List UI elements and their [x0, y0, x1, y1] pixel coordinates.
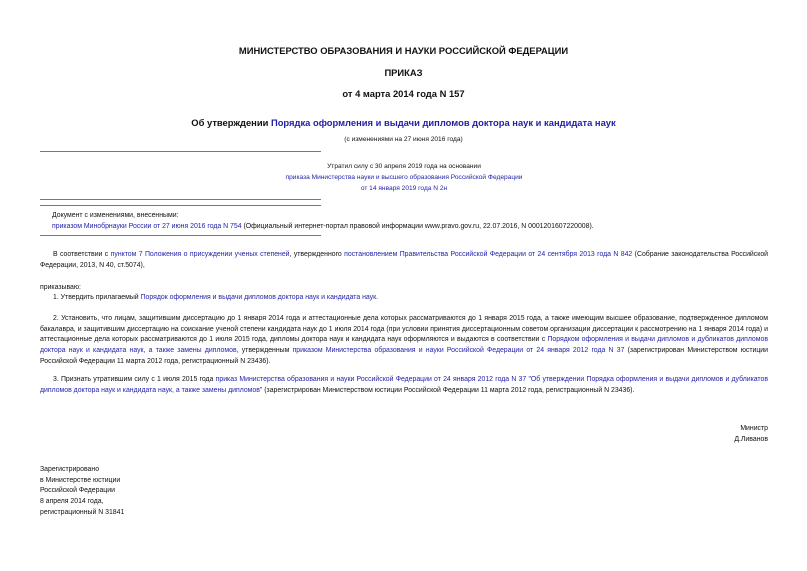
preamble-paragraph — [40, 250, 768, 271]
regulation-point-link[interactable]: пунктом 7 Положения о присуждении ученых степеней — [110, 251, 290, 258]
date-number-heading: от 4 марта 2014 года N 157 — [342, 88, 465, 99]
text: . — [376, 294, 379, 301]
document-title — [0, 117, 807, 128]
repeal-order-date-link[interactable]: от 14 января 2019 года N 2н — [360, 185, 448, 192]
divider — [40, 205, 321, 206]
order-word: приказываю: — [40, 284, 81, 291]
registration-line: 8 апреля 2014 года, — [40, 498, 104, 506]
title-link[interactable]: Порядка оформления и выдачи дипломов доктора наук и кандидата наук — [270, 117, 616, 128]
text: 1. Утвердить прилагаемый — [53, 294, 141, 301]
signature-title: Министр — [740, 425, 768, 432]
text: , утвержденного — [289, 251, 345, 258]
divider — [40, 151, 321, 152]
text: (зарегистрирован Министерством юстиции Российской Федерации 11 марта 2012 года, регистрационный N 23436). — [262, 386, 635, 394]
registration-line: регистрационный N 31841 — [40, 508, 125, 516]
doc-type-heading: ПРИКАЗ — [384, 67, 423, 78]
procedure-link[interactable]: Порядок оформления и выдачи дипломов доктора наук и кандидата наук — [140, 294, 377, 301]
divider — [40, 235, 321, 236]
registration-line: Российской Федерации — [40, 487, 115, 495]
signature-name: Д.Ливанов — [734, 436, 768, 443]
order-37-link[interactable]: приказом Министерства образования и науки Российской Федерации от 24 января 2012 года N 37 — [292, 347, 625, 355]
old-procedure-link[interactable]: Порядком оформления и выдачи дипломов и дубликатов дипломов доктора наук и кандидата наук, а также замены дипломов — [40, 336, 768, 355]
text: 2. Установить, что лицам, защитившим диссертацию до 1 января 2014 года и аттестационные дела которых рассматриваются до 1 января 2015 года, а также имеющим высшее образование, подтвержденное дипломом бакалавра, и защитившим диссертацию на соискание ученой степени кандидата наук до 1 июля 2014 года (при условии принятия диссертационным советом организации диссертации к рассмотрению на 1 января 2014 года) и аттестационные дела которых рассматриваются до 1 июля 2015 года, дипломы доктора наук и кандидата наук оформляются и выдаются в соответствии с — [40, 315, 768, 344]
text: 3. Признать утратившим силу с 1 июля 2015 года — [53, 376, 216, 383]
order-item-3 — [40, 375, 768, 396]
repealed-order-link[interactable]: приказ Министерства образования и науки Российской Федерации от 24 января 2012 года N 37 "Об утверждении Порядка оформления и выдачи дипломов и дубликатов дипломов доктора наук и кандидата наук, а также замены дипломов" — [40, 376, 768, 394]
amending-order-link[interactable]: приказом Минобрнауки России от 27 июня 2016 года N 754 — [52, 223, 242, 230]
amendment-note: (с изменениями на 27 июня 2016 года) — [344, 136, 463, 143]
government-decree-link[interactable]: постановлением Правительства Российской Федерации от 24 сентября 2013 года N 842 — [344, 251, 633, 258]
validity-notice: Утратил силу с 30 апреля 2019 года на основании — [327, 163, 481, 170]
text: (зарегистрирован Министерством юстиции Российской Федерации 11 марта 2012 года, регистрационный N 23436). — [40, 347, 768, 365]
order-item-2 — [40, 314, 768, 368]
text: , утвержденным — [236, 347, 293, 355]
changes-reference — [52, 222, 594, 233]
registration-block — [40, 465, 124, 519]
text: В соответствии с — [53, 251, 111, 258]
order-item-1 — [40, 293, 768, 304]
ministry-heading: МИНИСТЕРСТВО ОБРАЗОВАНИЯ И НАУКИ РОССИЙСКОЙ ФЕДЕРАЦИИ — [238, 45, 569, 56]
repeal-order-link[interactable]: приказа Министерства науки и высшего образования Российской Федерации — [285, 174, 523, 181]
divider — [40, 199, 321, 200]
registration-line: в Министерстве юстиции — [40, 476, 121, 484]
changes-label: Документ с изменениями, внесенными: — [52, 212, 179, 219]
registration-line: Зарегистрировано — [40, 466, 100, 473]
title-prefix: Об утверждении — [191, 117, 271, 128]
text: (Собрание законодательства Российской Федерации, 2013, N 40, ст.5074), — [40, 251, 768, 269]
changes-source: (Официальный интернет-портал правовой информации www.pravo.gov.ru, 22.07.2016, N 0001201607220008). — [241, 223, 594, 230]
